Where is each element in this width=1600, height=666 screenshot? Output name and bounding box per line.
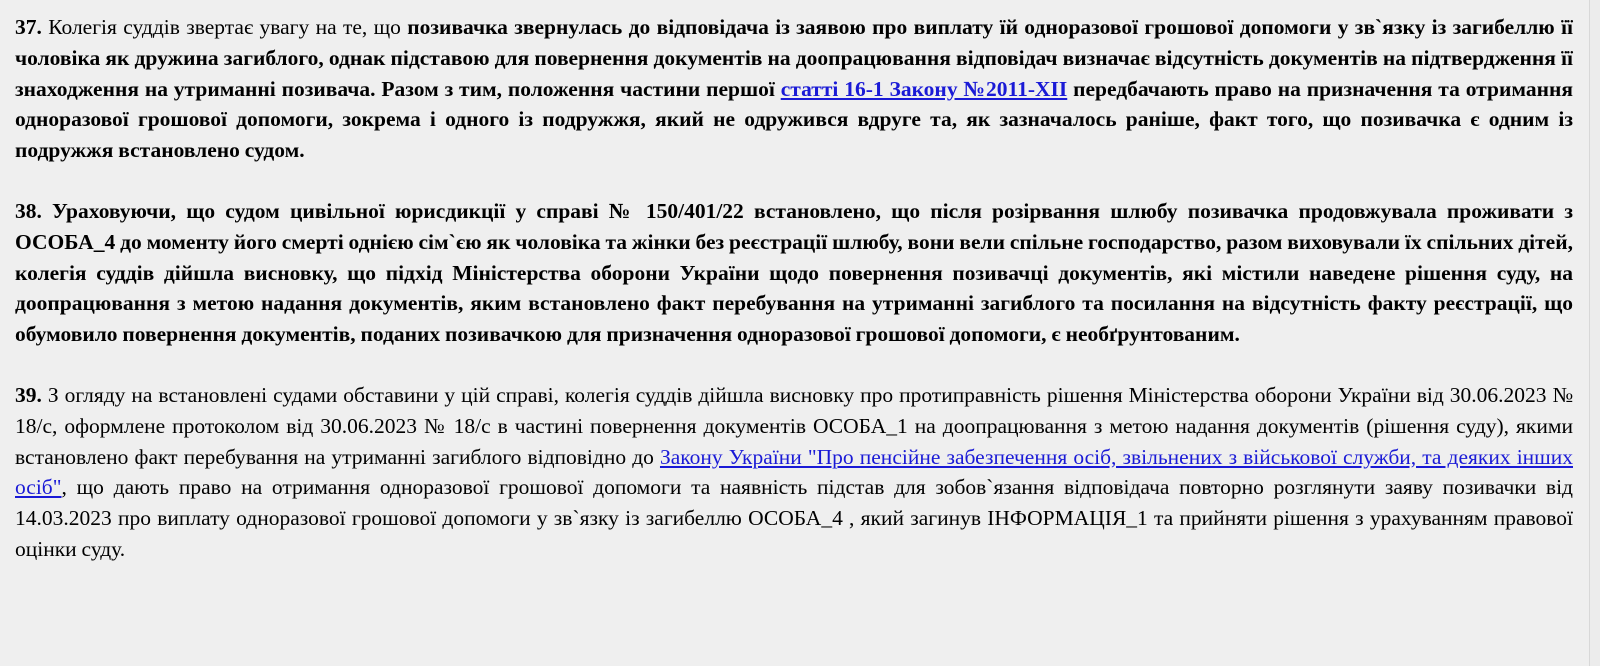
paragraph-bold-text: передбачають право на призначення та отримання одноразової грошової допомоги, зокрема і одного із подружжя, який не одружився вдруге та, як зазначалось раніше, факт того, що позивачка є одним із подружжя встановлено судом. (15, 76, 1573, 163)
paragraph-37 (15, 12, 1573, 166)
scrollbar[interactable] (1589, 0, 1600, 666)
paragraph-text: , що дають право на отримання одноразової грошової допомоги та наявність підстав для зобов`язання відповідача повторно розглянути заяву позивачки від 14.03.2023 про виплату одноразової грошової допомоги у зв`язку із загибеллю ОСОБА_4 , який загинув ІНФОРМАЦІЯ_1 та прийняти рішення з урахуванням правової оцінки суду. (15, 475, 1573, 561)
paragraph-39 (15, 380, 1573, 565)
paragraph-text: Колегія суддів звертає увагу на те, що (41, 15, 408, 39)
paragraph-number: 39. (15, 382, 42, 407)
paragraph-bold-text: позивачка звернулась до відповідача із заявою про виплату їй одноразової грошової допомоги у зв`язку із загибеллю її чоловіка як дружина загиблого, однак підставою для повернення документів на доопрацювання відповідач визначає відсутність документів на підтвердження її знаходження на утриманні позивача. Разом з тим, положення частини першої (15, 15, 1574, 101)
law-link[interactable]: Закону України "Про пенсійне забезпечення осіб, звільнених з військової служби, та деяких інших осіб" (15, 444, 1573, 500)
document-body (15, 12, 1573, 565)
paragraph-38 (15, 196, 1573, 350)
paragraph-text: Ураховуючи, що судом цивільної юрисдикції у справі № 150/401/22 встановлено, що після розірвання шлюбу позивачка продовжувала проживати з ОСОБА_4 до моменту його смерті однією сім`єю як чоловіка та жінки без реєстрації шлюбу, вони вели спільне господарство, разом виховували їх спільних дітей, колегія суддів дійшла висновку, що підхід Міністерства оборони України щодо повернення позивачці документів, які містили наведене рішення суду, на доопрацювання з метою надання документів, яким встановлено факт перебування на утриманні загиблого та посилання на відсутність факту реєстрації, що обумовило повернення документів, поданих позивачкою для призначення одноразової грошової допомоги, є необґрунтованим. (15, 198, 1573, 347)
law-article-link[interactable]: статті 16-1 Закону №2011-XII (780, 76, 1068, 101)
paragraph-number: 38. (15, 198, 42, 223)
paragraph-text: З огляду на встановлені судами обставини у цій справі, колегія суддів дійшла висновку про протиправність рішення Міністерства оборони України від 30.06.2023 № 18/с, оформлене протоколом від 30.06.2023 № 18/с в частині повернення документів ОСОБА_1 на доопрацювання з метою надання документів (рішення суду), якими встановлено факт перебування на утриманні загиблого відповідно до (15, 382, 1573, 469)
paragraph-number: 37. (15, 15, 42, 39)
